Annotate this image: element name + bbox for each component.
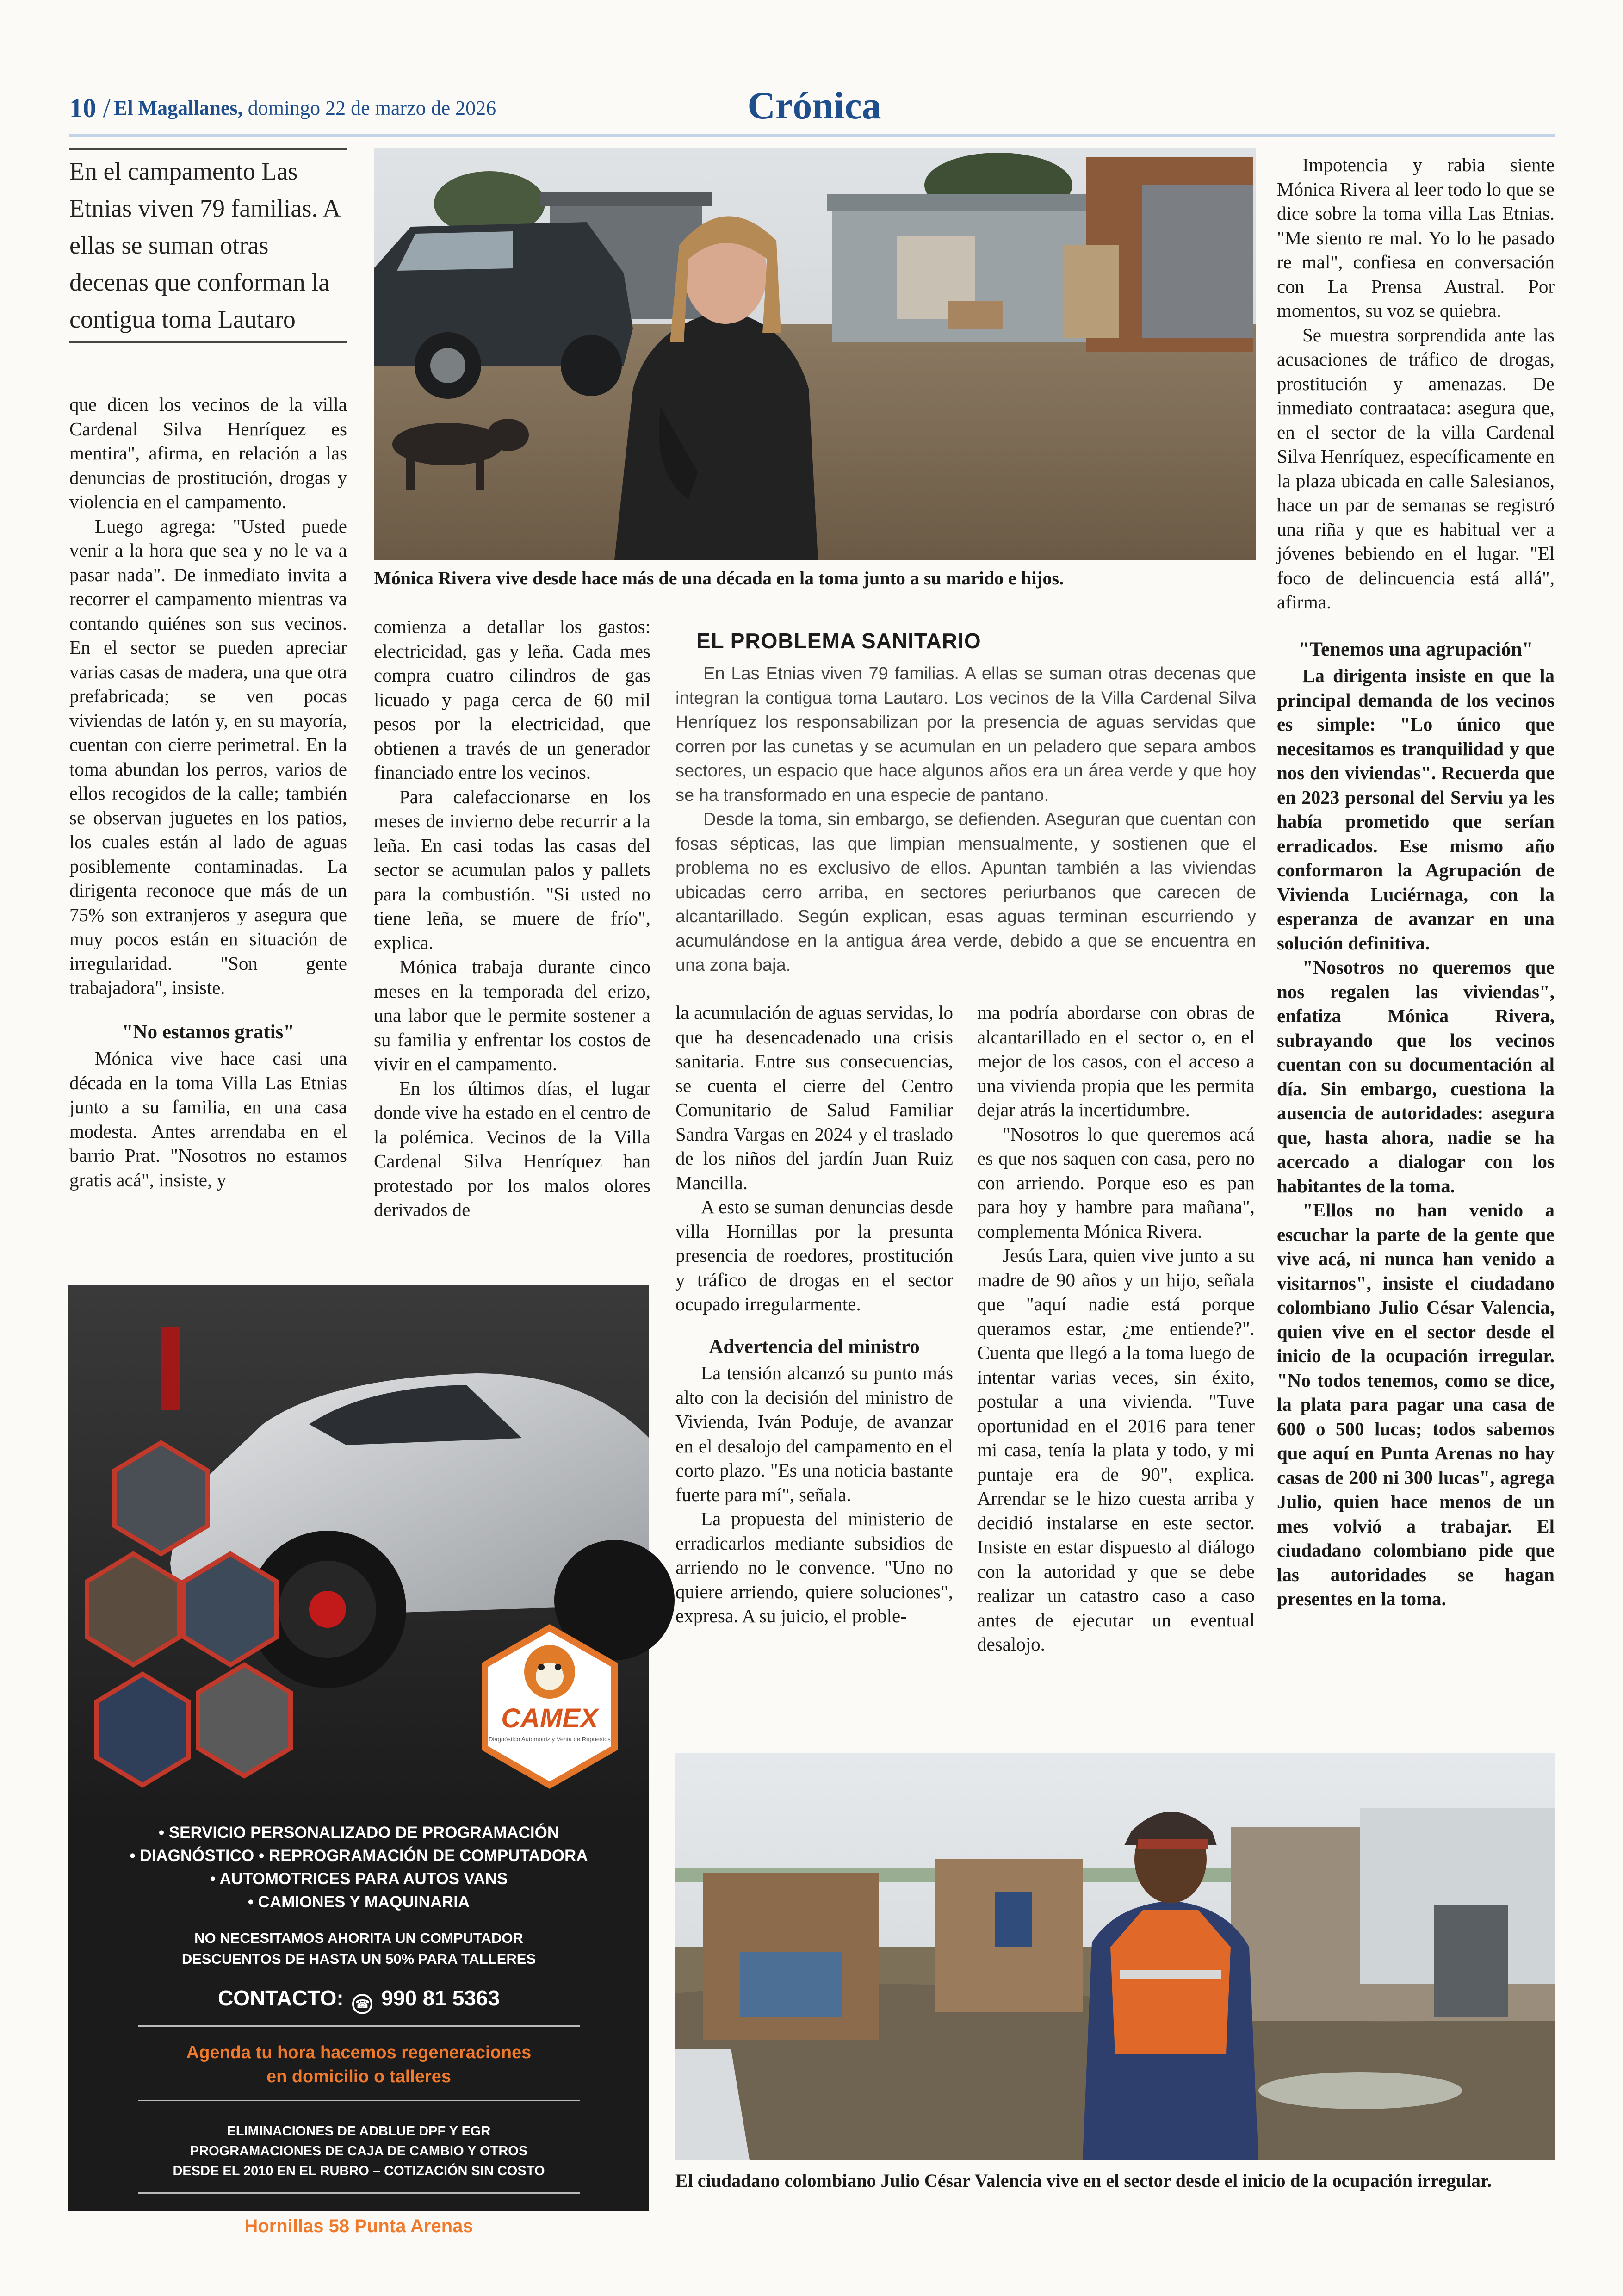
column-5 bbox=[1277, 153, 1555, 1611]
col2-paragraph: Para calefaccionarse en los meses de invierno debe recurrir a la leña. En casi todas las casas del sector se acumulan palos y pallets para la combustión. "Si usted no tiene leña, se muere de frío", explica. bbox=[374, 786, 650, 953]
box-paragraph: En Las Etnias viven 79 familias. A ellas se suman otras decenas que integran la contigua toma Lautaro. Los vecinos de la Villa Cardenal Silva Henríquez los responsabilizan por la presencia de aguas servidas que corren por las cunetas y se acumulan en un peladero que separa ambos sectores, un espacio que hace algunos años era un área verde y que hoy se ha transformado en una especie de pantano. bbox=[675, 664, 1256, 805]
col3-paragraph: La propuesta del ministerio de erradicarlos mediante subsidios de arriendo no le convence. "Uno no quiere arriendo, quiere soluciones", expresa. A su juicio, el proble- bbox=[675, 1508, 953, 1626]
photo1-caption: Mónica Rivera vive desde hace más de una década en la toma junto a su marido e hijos. bbox=[374, 568, 1064, 589]
col5-paragraph: La dirigenta insiste en que la principal demanda de los vecinos es simple: "Lo único que necesitamos es tranquilidad y que nos den viviendas". Recuerda que en 2023 personal del Serviu ya les había prometido que serían erradicados. Ese mismo año conformaron la Agrupación de Vivienda Luciérnaga, con la esperanza de avanzar en una solución definitiva. bbox=[1277, 665, 1555, 954]
col4-paragraph: ma podría abordarse con obras de alcantarillado en el sector o, en el mejor de los casos, con el acceso a una vivienda propia que les permita dejar atrás la incertidumbre. bbox=[977, 1002, 1255, 1120]
col1-paragraph: Luego agrega: "Usted puede venir a la hora que sea y no le va a pasar nada". De inmediato invita a recorrer el campamento mientras va contando quiénes son sus vecinos. En el sector se pueden apreciar varias casas de madera, una que otra prefabricada; se ven pocas viviendas de latón y, en su mayoría, cuentan con cierre perimetral. En la toma abundan los perros, varios de ellos recogidos de la calle; también se observan juguetes en los patios, los cuales están al lado de aguas posiblemente contaminadas. La dirigenta reconoce que más de un 75% son extranjeros y asegura que muy pocos están en situación de irregularidad. "Son gente trabajadora", insiste. bbox=[69, 515, 347, 998]
photo-monica-rivera bbox=[374, 148, 1256, 560]
col5-paragraph: "Ellos no han venido a escuchar la parte de la gente que vive acá, ni nunca han venido a visitarnos", insiste el ciudadano colombiano Julio César Valencia, quien vive en el sector desde el inicio de la ocupación irregular. "No todos tenemos, como se dice, la plata para pagar una casa de 600 o 500 lucas; todos sabemos que aquí en Punta Arenas no hay casas de 200 ni 300 lucas", agrega Julio, quien hace menos de un mes volvió a trabajar. El ciudadano colombiano pide que las autoridades se hagan presentes en la toma. bbox=[1277, 1199, 1555, 1609]
issue-date: domingo 22 de marzo de 2026 bbox=[248, 97, 496, 119]
brand-name: CAMEX bbox=[501, 1703, 598, 1733]
subheading-advertencia-ministro: Advertencia del ministro bbox=[709, 1335, 920, 1358]
whatsapp-icon: ☎ bbox=[352, 1994, 372, 2014]
column-4 bbox=[977, 1000, 1255, 1657]
col2-paragraph: Mónica trabaja durante cinco meses en la temporada del erizo, una labor que le permite sostener a su familia y enfrentar los costos de vivir en el campamento. bbox=[374, 956, 650, 1074]
box-text bbox=[675, 662, 1256, 978]
subheading-no-estamos-gratis: "No estamos gratis" bbox=[122, 1021, 295, 1043]
lead-rule-top bbox=[69, 148, 347, 150]
box-paragraph: Desde la toma, sin embargo, se defienden. Aseguran que cuentan con fosas sépticas, las que limpian mensualmente, y sostienen que el problema no es exclusivo de ellos. Apuntan también a las viviendas ubicadas cerro arriba, en sectores periurbanos que carecen de alcantarillado. Según explican, esas aguas terminan escurriendo y acumulándose en la antigua área verde, debido a que se encuentra en una zona baja. bbox=[675, 810, 1256, 975]
ad-address: Hornillas 58 Punta Arenas bbox=[244, 2216, 473, 2236]
service-line: • SERVICIO PERSONALIZADO DE PROGRAMACIÓN bbox=[158, 1824, 559, 1842]
service-line: • AUTOMOTRICES PARA AUTOS VANS bbox=[210, 1870, 508, 1888]
col1-paragraph: que dicen los vecinos de la villa Cardenal Silva Henríquez es mentira", afirma, en relación a las denuncias de prostitución, drogas y violencia en el campamento. bbox=[69, 394, 347, 512]
box-title: EL PROBLEMA SANITARIO bbox=[696, 629, 981, 653]
agenda-line: en domicilio o talleres bbox=[266, 2067, 452, 2086]
section-title: Crónica bbox=[747, 84, 881, 127]
no-computer-line: NO NECESITAMOS AHORITA UN COMPUTADOR bbox=[194, 1930, 523, 1946]
contact-label: CONTACTO: bbox=[217, 1986, 344, 2010]
extra-service-line: PROGRAMACIONES DE CAJA DE CAMBIO Y OTROS bbox=[190, 2144, 528, 2159]
col4-paragraph: "Nosotros lo que queremos acá es que nos saquen con casa, pero no con arriendo. Porque eso es pan para hoy y hambre para mañana", complementa Mónica Rivera. bbox=[977, 1123, 1255, 1242]
col2-paragraph: En los últimos días, el lugar donde vive ha estado en el centro de la polémica. Vecinos de la Villa Cardenal Silva Henríquez han protestado por los malos olores derivados de bbox=[374, 1077, 650, 1220]
extra-service-line: ELIMINACIONES DE ADBLUE DPF Y EGR bbox=[227, 2124, 491, 2139]
discount-line: DESCUENTOS DE HASTA UN 50% PARA TALLERES bbox=[181, 1951, 536, 1967]
ad-artwork bbox=[68, 1285, 649, 1822]
column-1 bbox=[69, 392, 347, 1192]
col4-paragraph: Jesús Lara, quien vive junto a su madre de 90 años y un hijo, señala que "aquí nadie está porque queramos estar, ¿me entiende?". Cuenta que llegó a la toma luego de intentar varias veces, sin éxito, postular a una vivienda. "Tuve oportunidad en el 2016 para tener mi casa, tenía la plata y todo, y mi puntaje era de 90", explica. Arrendar se le hizo cuesta arriba y decidió instalarse en este sector. Insiste en estar dispuesto al diálogo con la autoridad y que se debe realizar un catastro caso a caso antes de ejecutar un eventual desalojo. bbox=[977, 1245, 1255, 1655]
col3-paragraph: la acumulación de aguas servidas, lo que ha desencadenado una crisis sanitaria. Entre sus consecuencias, se cuenta el cierre del Centro Comunitario de Salud Familiar Sandra Vargas en 2024 y el traslado de los niños del jardín Juan Ruiz Mancilla. bbox=[675, 1002, 953, 1193]
subheading-tenemos-agrupacion: "Tenemos una agrupación" bbox=[1298, 638, 1533, 660]
ad-text bbox=[68, 1821, 649, 2237]
col3-paragraph: A esto se suman denuncias desde villa Hornillas por la presunta presencia de roedores, prostitución y tráfico de drogas en el sector ocupado irregularmente. bbox=[675, 1196, 953, 1315]
col3-paragraph: La tensión alcanzó su punto más alto con la decisión del ministro de Vivienda, Iván Poduje, de avanzar en el desalojo del campamento en el corto plazo. "Es una noticia bastante fuerte para mí", señala. bbox=[675, 1362, 953, 1505]
col2-paragraph: comienza a detallar los gastos: electricidad, gas y leña. Cada mes compra cuatro cilindros de gas licuado y paga cerca de 60 mil pesos por la electricidad, que obtienen a través de un generador financiado entre los vecinos. bbox=[374, 616, 650, 783]
camex-advertisement bbox=[68, 1285, 649, 2236]
extra-service-line: DESDE EL 2010 EN EL RUBRO – COTIZACIÓN SIN COSTO bbox=[173, 2164, 545, 2178]
contact-line bbox=[68, 1986, 649, 2014]
publication-dateline bbox=[114, 96, 496, 120]
column-3 bbox=[675, 1000, 953, 1628]
page-number: 10 / bbox=[69, 93, 111, 123]
article-lead: En el campamento Las Etnias viven 79 familias. A ellas se suman otras decenas que conforman la contigua toma Lautaro bbox=[69, 157, 340, 333]
col5-paragraph: Se muestra sorprendida ante las acusaciones de tráfico de drogas, prostitución y amenazas. De inmediato contraataca: asegura que, en el sector de la villa Cardenal Silva Henríquez, específicamente en la plaza ubicada en calle Salesianos, hace un par de semanas se registró una riña y que es habitual ver a jóvenes bebiendo en el lugar. "El foco de delincuencia está allá", afirma. bbox=[1277, 324, 1555, 613]
service-line: • CAMIONES Y MAQUINARIA bbox=[248, 1893, 470, 1911]
col5-paragraph: Impotencia y rabia siente Mónica Rivera al leer todo lo que se dice sobre la toma villa Las Etnias. "Me siento re mal. Yo lo he pasado re mal", confiesa en conversación con La Prensa Austral. Por momentos, su voz se quiebra. bbox=[1277, 154, 1555, 321]
col5-paragraph: "Nosotros no queremos que nos regalen las viviendas", enfatiza Mónica Rivera, subrayando que los vecinos cuentan con su documentación al día. Sin embargo, cuestiona la ausencia de autoridades: asegura que, hasta ahora, nadie se ha acercado a dialogar con los habitantes de la toma. bbox=[1277, 956, 1555, 1197]
ad-divider bbox=[138, 2025, 580, 2027]
brand-tagline: Diagnóstico Automotriz y Venta de Repuestos bbox=[489, 1736, 611, 1743]
column-2 bbox=[374, 614, 650, 1222]
lead-rule-bottom bbox=[69, 341, 347, 343]
ad-divider bbox=[138, 2100, 580, 2101]
col1-paragraph: Mónica vive hace casi una década en la toma Villa Las Etnias junto a su familia, en una casa modesta. Antes arrendaba en el barrio Prat. "Nosotros no estamos gratis acá", insiste, y bbox=[69, 1048, 347, 1191]
paper-name: El Magallanes, bbox=[114, 97, 243, 119]
ad-divider bbox=[138, 2192, 580, 2194]
service-line: • DIAGNÓSTICO • REPROGRAMACIÓN DE COMPUTADORA bbox=[130, 1847, 588, 1865]
header-rule bbox=[69, 134, 1555, 137]
phone-number[interactable]: 990 81 5363 bbox=[381, 1986, 500, 2010]
agenda-line: Agenda tu hora hacemos regeneraciones bbox=[186, 2043, 532, 2062]
photo2-caption: El ciudadano colombiano Julio César Valencia vive en el sector desde el inicio de la ocupación irregular. bbox=[675, 2170, 1492, 2191]
photo-julio-cesar-valencia bbox=[675, 1753, 1555, 2160]
